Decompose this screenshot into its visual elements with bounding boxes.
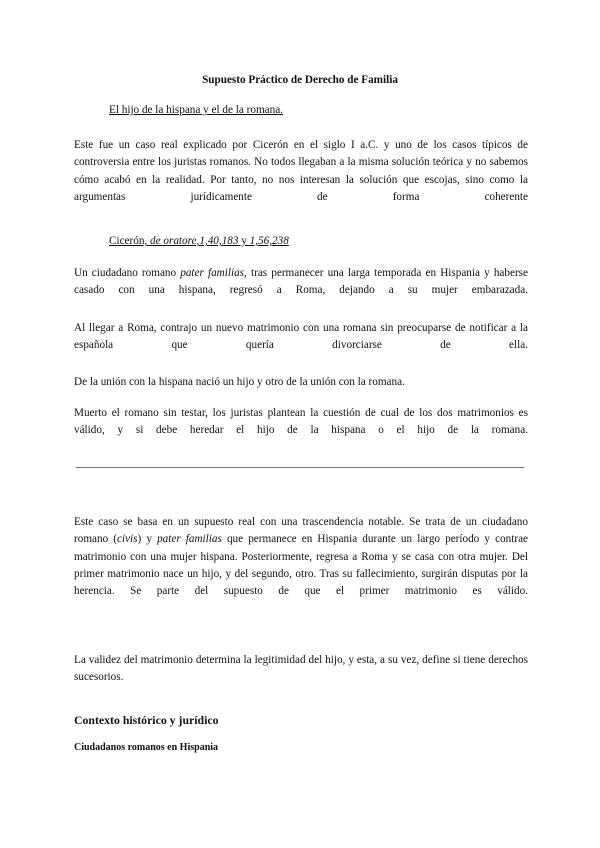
citation-work: de oratore,1,40,183: [150, 235, 239, 247]
case-subtitle: El hijo de la hispana y el de la romana.: [109, 104, 283, 116]
p5-text-a: Este caso se basa en un supuesto real con una trascendencia notable. Se trata de un ciudadano romano (: [74, 516, 528, 546]
citation-author: Cicerón,: [109, 235, 151, 247]
citation-ref2: 1,56,238: [249, 235, 289, 247]
p1-text-a: Un ciudadano romano: [74, 267, 181, 279]
paragraph-question: Muerto el romano sin testar, los juristas plantean la cuestión de cual de los dos matrimonios es válido, y si debe heredar el hijo de la hispana o el hijo de la romana.: [74, 407, 528, 437]
p5-term-civis: civis: [117, 533, 138, 546]
heading-roman-citizens: Ciudadanos romanos en Hispania: [74, 742, 219, 753]
paragraph-new-marriage: Al llegar a Roma, contrajo un nuevo matrimonio con una romana sin preocuparse de notificar a la española que quería divorciarse de ella.: [74, 322, 528, 352]
document-title: Supuesto Práctico de Derecho de Familia: [202, 74, 398, 86]
paragraph-case-summary: [74, 514, 528, 618]
p1-text-b: , tras permanecer una larga temporada en Hispania y haberse casado con una hispana, regresó a Roma, dejando a su mujer embarazada.: [74, 267, 528, 297]
paragraph-validity: La validez del matrimonio determina la legitimidad del hijo, y esta, a su vez, define si tiene derechos sucesorios.: [74, 654, 528, 684]
p1-term: pater familias: [180, 267, 245, 279]
paragraph-sons: De la unión con la hispana nació un hijo y otro de la unión con la romana.: [74, 376, 405, 388]
heading-historical-context: Contexto histórico y jurídico: [74, 713, 219, 727]
p5-term-pater: pater familias: [157, 533, 222, 546]
p5-text-b: ) y: [137, 533, 158, 546]
intro-paragraph: Este fue un caso real explicado por Cicerón en el siglo I a.C. y uno de los casos típicos de controversia entre los juristas romanos. No todos llegaban a la misma solución teórica y no sabemos cómo acabó en la realidad. Por tanto, no nos interesan la solución que escojas, sino como la argumentas jurídicamente de forma coherente: [74, 139, 528, 204]
p5-text-c: que permanece en Hispania durante un largo período y contrae matrimonio con una mujer hispana. Posteriormente, regresa a Roma y se casa con otra mujer. Del primer matrimonio nace un hijo, y del segundo, otro. Tras su fallecimiento, surgirán disputas por la herencia. Se parte del supuesto de que el primer matrimonio es válido.: [74, 533, 528, 598]
paragraph-pater-familias: [74, 265, 528, 317]
citation-conj: y: [238, 235, 250, 247]
section-divider: [76, 467, 524, 468]
citation: [109, 233, 289, 250]
